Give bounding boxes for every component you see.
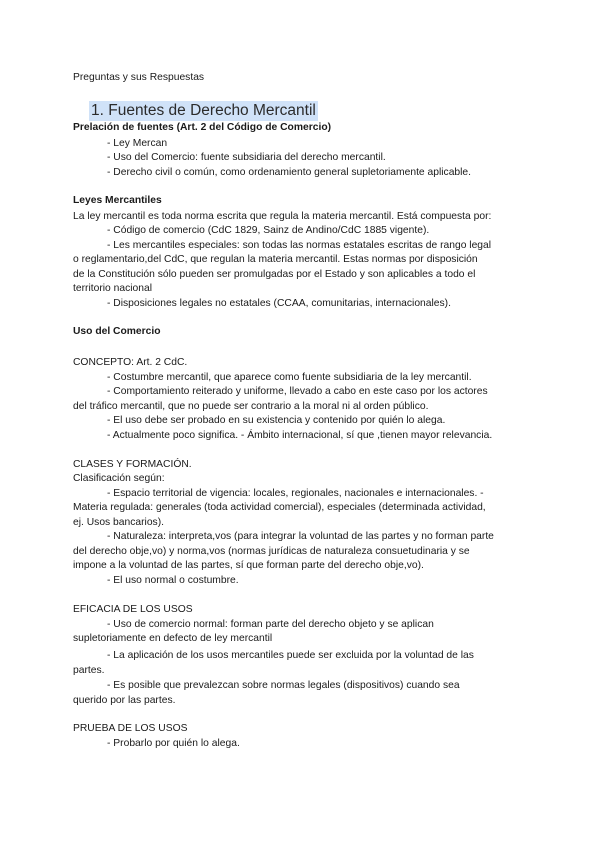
doc-header: Preguntas y sus Respuestas bbox=[73, 72, 205, 83]
subheading-prelacion: Prelación de fuentes (Art. 2 del Código de Comercio) bbox=[73, 122, 332, 133]
list-item: - Les mercantiles especiales: son todas las normas estatales escritas de rango legal bbox=[107, 240, 492, 251]
paragraph-line: querido por las partes. bbox=[73, 695, 176, 706]
paragraph-line: del derecho obje,vo) y norma,vos (normas jurídicas de naturaleza consuetudinaria y se bbox=[73, 546, 470, 557]
list-item: - Costumbre mercantil, que aparece como fuente subsidiaria de la ley mercantil. bbox=[107, 372, 472, 383]
list-item: - La aplicación de los usos mercantiles puede ser excluida por la voluntad de las bbox=[107, 650, 474, 661]
paragraph-line: territorio nacional bbox=[73, 283, 152, 294]
subheading-uso: Uso del Comercio bbox=[73, 326, 161, 337]
paragraph-line: Materia regulada: generales (toda actividad comercial), especiales (determinada actividad, bbox=[73, 502, 486, 513]
paragraph-line: de la Constitución sólo pueden ser promulgadas por el Estado y son aplicables a todo el bbox=[73, 269, 476, 280]
list-item: - Comportamiento reiterado y uniforme, llevado a cabo en este caso por los actores bbox=[107, 386, 488, 397]
list-item: - Espacio territorial de vigencia: locales, regionales, nacionales e internacionales. - bbox=[107, 488, 484, 499]
list-item: - Derecho civil o común, como ordenamiento general supletoriamente aplicable. bbox=[107, 167, 472, 178]
list-item: - Uso de comercio normal: forman parte del derecho objeto y se aplican bbox=[107, 619, 434, 630]
subsection-label: EFICACIA DE LOS USOS bbox=[73, 604, 193, 615]
subsection-label: PRUEBA DE LOS USOS bbox=[73, 723, 188, 734]
list-item: - Ley Mercan bbox=[107, 138, 168, 149]
list-item: - El uso normal o costumbre. bbox=[107, 575, 239, 586]
subsection-label: CLASES Y FORMACIÓN. bbox=[73, 459, 192, 470]
list-item: - El uso debe ser probado en su existencia y contenido por quién lo alega. bbox=[107, 415, 446, 426]
subsection-label: CONCEPTO: Art. 2 CdC. bbox=[73, 357, 188, 368]
subheading-leyes: Leyes Mercantiles bbox=[73, 195, 162, 206]
paragraph-line: supletoriamente en defecto de ley mercantil bbox=[73, 633, 273, 644]
list-item: - Código de comercio (CdC 1829, Sainz de Andino/CdC 1885 vigente). bbox=[107, 225, 430, 236]
paragraph-line: impone a la voluntad de las partes, sí que forman parte del derecho obje,vo). bbox=[73, 560, 424, 571]
list-item: - Es posible que prevalezcan sobre normas legales (dispositivos) cuando sea bbox=[107, 680, 460, 691]
paragraph-line: Clasificación según: bbox=[73, 473, 165, 484]
paragraph-line: del tráfico mercantil, que no puede ser contrario a la moral ni al orden público. bbox=[73, 401, 429, 412]
paragraph-line: ej. Usos bancarios). bbox=[73, 517, 164, 528]
list-item: - Naturaleza: interpreta,vos (para integrar la voluntad de las partes y no forman parte bbox=[107, 531, 494, 542]
list-item: - Disposiciones legales no estatales (CCAA, comunitarias, internacionales). bbox=[107, 298, 451, 309]
section-heading: 1. Fuentes de Derecho Mercantil bbox=[91, 102, 316, 119]
list-item: - Actualmente poco significa. - Ámbito internacional, sí que ,tienen mayor relevancia. bbox=[107, 430, 493, 441]
list-item: - Probarlo por quién lo alega. bbox=[107, 738, 240, 749]
paragraph-line: La ley mercantil es toda norma escrita que regula la materia mercantil. Está compuesta por: bbox=[73, 211, 492, 222]
list-item: - Uso del Comercio: fuente subsidiaria del derecho mercantil. bbox=[107, 152, 386, 163]
paragraph-line: partes. bbox=[73, 665, 105, 676]
paragraph-line: o reglamentario,del CdC, que regulan la materia mercantil. Estas normas por disposición bbox=[73, 254, 478, 265]
